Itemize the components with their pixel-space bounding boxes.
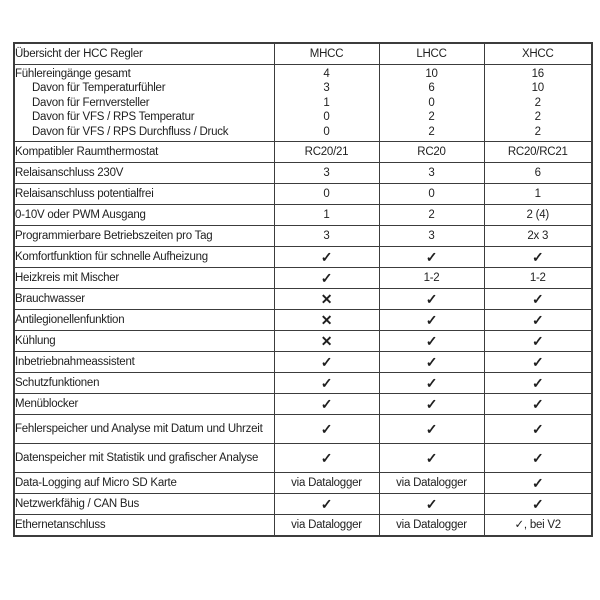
feature-label-cell	[14, 205, 274, 226]
value-text: 3	[323, 230, 330, 243]
feature-label: Ethernetanschluss	[15, 518, 106, 531]
value-cell	[274, 352, 379, 373]
table-row	[14, 444, 592, 473]
check-icon: ✓	[320, 270, 333, 287]
check-icon: ✓	[532, 312, 544, 329]
table-row	[14, 473, 592, 494]
value-cell	[379, 331, 484, 352]
feature-label: Davon für VFS / RPS Temperatur	[32, 111, 195, 124]
table-row	[14, 64, 592, 142]
value-cell	[379, 515, 484, 536]
feature-label: Kompatibler Raumthermostat	[15, 146, 159, 159]
value-text: 0	[323, 188, 330, 201]
value-cell	[484, 247, 592, 268]
value-cell	[484, 515, 592, 536]
check-icon: ✓	[532, 496, 544, 513]
value-cell	[484, 373, 592, 394]
value-cell	[274, 515, 379, 536]
value-cell	[379, 184, 484, 205]
value-cell	[484, 163, 592, 184]
table-row	[14, 415, 592, 444]
header-row	[14, 43, 592, 64]
check-icon: ✓	[425, 249, 438, 266]
value-cell	[484, 444, 592, 473]
feature-label-cell	[14, 352, 274, 373]
feature-label-cell	[14, 184, 274, 205]
feature-label: Fühlereingänge gesamt	[15, 67, 131, 80]
value-text: 3	[428, 230, 435, 243]
value-cell	[274, 163, 379, 184]
value-cell	[274, 268, 379, 289]
feature-label-cell	[14, 373, 274, 394]
check-icon: ✓	[532, 249, 544, 266]
check-icon: ✓	[320, 450, 333, 467]
table-row	[14, 310, 592, 331]
value-cell	[379, 163, 484, 184]
header-col-mhcc: MHCC	[274, 43, 379, 64]
feature-label: Davon für Fernversteller	[32, 96, 150, 109]
feature-label: Antilegionellenfunktion	[15, 314, 125, 327]
check-icon: ✓	[425, 396, 438, 413]
feature-label-cell	[14, 310, 274, 331]
value-cell	[274, 184, 379, 205]
check-icon: ✓	[532, 354, 544, 371]
feature-label: Heizkreis mit Mischer	[15, 272, 120, 285]
value-text: 2 (4)	[526, 209, 549, 222]
check-icon: ✓	[320, 496, 333, 513]
table-row	[14, 373, 592, 394]
feature-label: Relaisanschluss 230V	[15, 167, 124, 180]
check-icon: ✓	[425, 333, 438, 350]
value-cell	[484, 352, 592, 373]
feature-label-cell	[14, 64, 274, 142]
value-cell	[274, 310, 379, 331]
feature-label: Menüblocker	[15, 398, 79, 411]
value-cell	[379, 352, 484, 373]
value-cell	[484, 184, 592, 205]
value-text: 2	[428, 125, 435, 138]
table-row	[14, 394, 592, 415]
feature-label: Relaisanschluss potentialfrei	[15, 188, 154, 201]
feature-label-cell	[14, 515, 274, 536]
check-icon: ✓	[320, 249, 333, 266]
table-row	[14, 247, 592, 268]
check-icon: ✓	[532, 291, 544, 308]
cross-icon: ✕	[320, 333, 333, 350]
value-cell	[274, 205, 379, 226]
value-text: 0	[428, 188, 435, 201]
value-text: ✓, bei V2	[514, 518, 561, 531]
table-row	[14, 142, 592, 163]
feature-label-cell	[14, 142, 274, 163]
value-text: 2	[428, 111, 435, 124]
feature-label-cell	[14, 247, 274, 268]
value-cell	[274, 331, 379, 352]
value-text: 10	[425, 67, 438, 80]
check-icon: ✓	[320, 421, 333, 438]
value-text: 6	[428, 82, 435, 95]
feature-label: Davon für Temperaturfühler	[32, 82, 166, 95]
table-row	[14, 184, 592, 205]
feature-label-cell	[14, 331, 274, 352]
feature-label: Programmierbare Betriebszeiten pro Tag	[15, 230, 213, 243]
value-cell	[274, 394, 379, 415]
value-text: 2	[534, 111, 541, 124]
header-title: Übersicht der HCC Regler	[14, 43, 274, 64]
value-cell	[274, 289, 379, 310]
value-text: 1	[534, 188, 541, 201]
feature-label: Netzwerkfähig / CAN Bus	[15, 498, 139, 511]
value-text: via Datalogger	[396, 518, 467, 531]
cross-icon: ✕	[320, 312, 333, 329]
value-cell	[484, 473, 592, 494]
table-row	[14, 352, 592, 373]
value-cell	[379, 64, 484, 142]
feature-label-cell	[14, 494, 274, 515]
check-icon: ✓	[425, 354, 438, 371]
value-text: 0	[323, 125, 330, 138]
value-cell	[379, 268, 484, 289]
check-icon: ✓	[425, 312, 438, 329]
value-cell	[484, 205, 592, 226]
feature-label: Data-Logging auf Micro SD Karte	[15, 477, 177, 490]
check-icon: ✓	[425, 421, 438, 438]
value-text: 6	[534, 167, 541, 180]
value-cell	[274, 444, 379, 473]
value-text: 2	[534, 125, 541, 138]
feature-label-cell	[14, 473, 274, 494]
value-cell	[484, 310, 592, 331]
value-text: RC20/21	[304, 146, 349, 159]
check-icon: ✓	[320, 354, 333, 371]
value-cell	[379, 310, 484, 331]
value-cell	[484, 331, 592, 352]
table-row	[14, 289, 592, 310]
value-cell	[379, 494, 484, 515]
feature-label-cell	[14, 394, 274, 415]
value-text: via Datalogger	[291, 518, 362, 531]
feature-label-cell	[14, 415, 274, 444]
check-icon: ✓	[320, 396, 333, 413]
table-row	[14, 515, 592, 536]
value-cell	[379, 444, 484, 473]
value-text: 16	[531, 67, 544, 80]
feature-label-cell	[14, 226, 274, 247]
value-cell	[274, 494, 379, 515]
feature-label: Brauchwasser	[15, 293, 85, 306]
value-text: 0	[323, 111, 330, 124]
value-text: 1	[323, 96, 330, 109]
feature-label: Schutzfunktionen	[15, 377, 100, 390]
value-text: 2	[534, 96, 541, 109]
value-cell	[274, 247, 379, 268]
value-text: via Datalogger	[291, 477, 362, 490]
value-text: RC20/RC21	[507, 146, 568, 159]
value-text: 3	[323, 82, 330, 95]
value-cell	[484, 289, 592, 310]
value-cell	[274, 373, 379, 394]
table-body	[14, 64, 592, 536]
feature-label: Kühlung	[15, 335, 56, 348]
value-cell	[484, 226, 592, 247]
value-cell	[274, 415, 379, 444]
value-cell	[484, 268, 592, 289]
check-icon: ✓	[425, 450, 438, 467]
check-icon: ✓	[532, 475, 544, 492]
value-cell	[484, 415, 592, 444]
table-row	[14, 268, 592, 289]
value-cell	[379, 142, 484, 163]
check-icon: ✓	[532, 421, 544, 438]
table-row	[14, 163, 592, 184]
feature-label: Datenspeicher mit Statistik und grafischer Analyse	[15, 452, 259, 465]
value-text: 1	[323, 209, 330, 222]
value-text: 3	[428, 167, 435, 180]
feature-label-cell	[14, 268, 274, 289]
check-icon: ✓	[320, 375, 333, 392]
table-row	[14, 205, 592, 226]
value-cell	[484, 142, 592, 163]
feature-label-cell	[14, 289, 274, 310]
value-text: 0	[428, 96, 435, 109]
table-row	[14, 331, 592, 352]
header-col-xhcc: XHCC	[484, 43, 592, 64]
check-icon: ✓	[532, 375, 544, 392]
table-row	[14, 494, 592, 515]
table-row	[14, 226, 592, 247]
check-icon: ✓	[532, 396, 544, 413]
hcc-comparison-table	[13, 42, 593, 537]
feature-label: Inbetriebnahmeassistent	[15, 356, 135, 369]
value-text: via Datalogger	[396, 477, 467, 490]
feature-label: Davon für VFS / RPS Durchfluss / Druck	[32, 125, 229, 138]
value-text: 10	[531, 82, 544, 95]
value-text: 1-2	[423, 272, 440, 285]
value-text: 4	[323, 67, 330, 80]
value-cell	[484, 394, 592, 415]
feature-label: Komfortfunktion für schnelle Aufheizung	[15, 251, 208, 264]
cross-icon: ✕	[320, 291, 333, 308]
check-icon: ✓	[532, 450, 544, 467]
value-cell	[379, 373, 484, 394]
value-cell	[379, 289, 484, 310]
value-cell	[274, 473, 379, 494]
check-icon: ✓	[425, 375, 438, 392]
value-cell	[379, 247, 484, 268]
check-icon: ✓	[425, 291, 438, 308]
header-col-lhcc: LHCC	[379, 43, 484, 64]
value-text: 1-2	[529, 272, 546, 285]
feature-label-cell	[14, 444, 274, 473]
value-text: RC20	[417, 146, 446, 159]
value-cell	[379, 226, 484, 247]
feature-label: 0-10V oder PWM Ausgang	[15, 209, 146, 222]
value-text: 2x 3	[527, 230, 549, 243]
check-icon: ✓	[425, 496, 438, 513]
value-cell	[274, 64, 379, 142]
value-cell	[274, 142, 379, 163]
feature-label-cell	[14, 163, 274, 184]
table-header	[14, 43, 592, 64]
value-cell	[484, 494, 592, 515]
value-text: 2	[428, 209, 435, 222]
value-cell	[379, 205, 484, 226]
value-cell	[379, 415, 484, 444]
feature-label: Fehlerspeicher und Analyse mit Datum und Uhrzeit	[15, 423, 263, 436]
value-cell	[274, 226, 379, 247]
check-icon: ✓	[532, 333, 544, 350]
value-cell	[379, 394, 484, 415]
value-text: 3	[323, 167, 330, 180]
value-cell	[379, 473, 484, 494]
value-cell	[484, 64, 592, 142]
